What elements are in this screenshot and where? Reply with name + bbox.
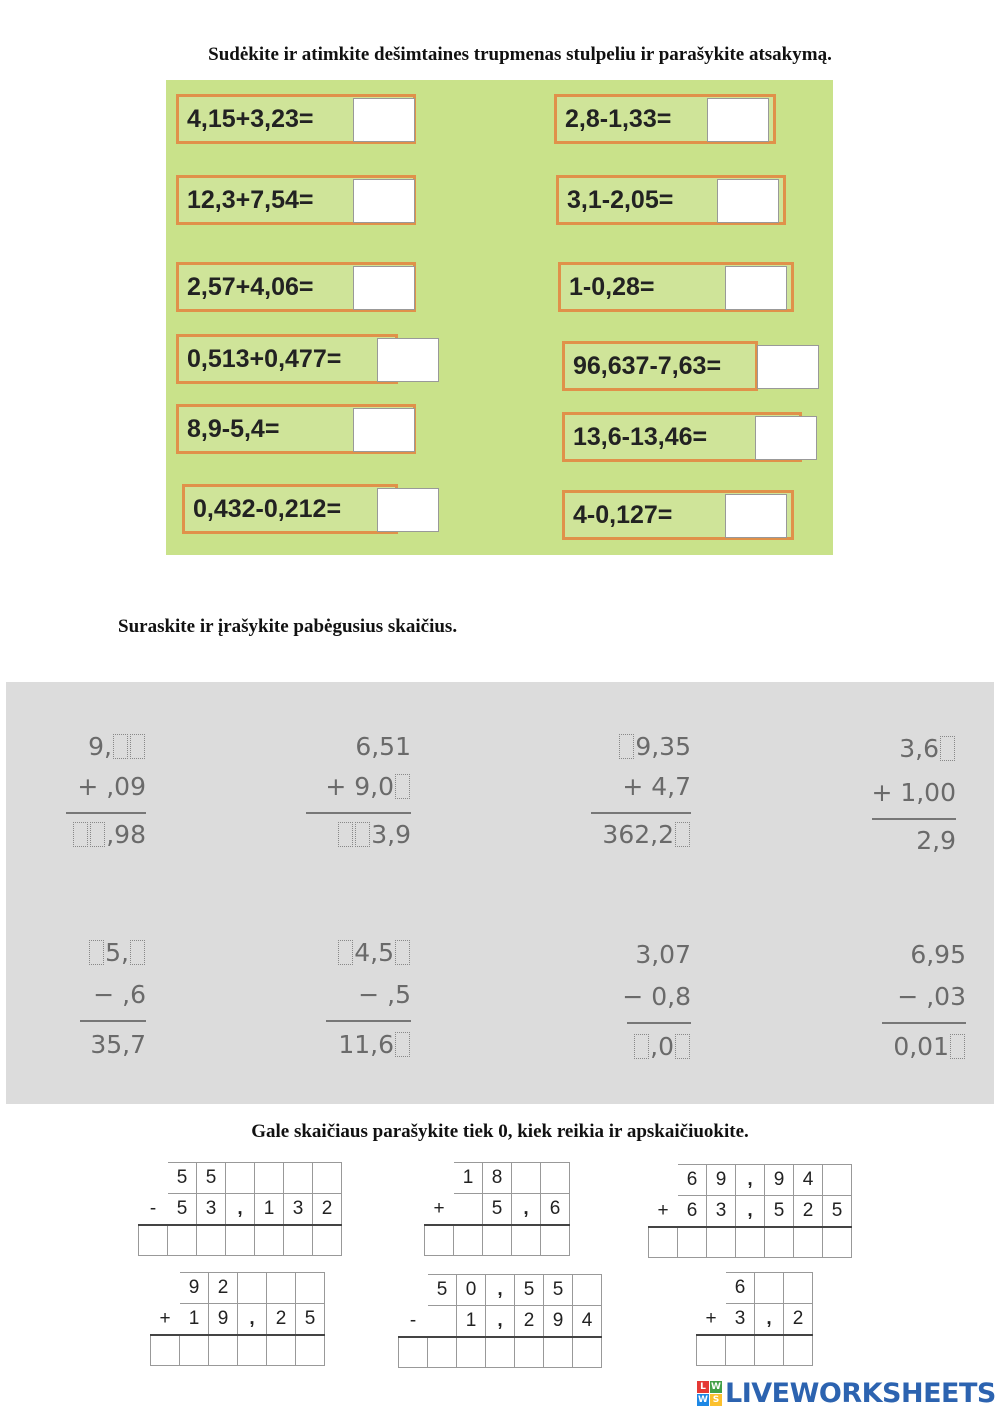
logo-icon: L W W S [698,1381,721,1405]
equation-text: 0,432-0,212= [193,494,342,523]
missing-digits-panel [6,682,994,1104]
column-addition-grid: 9 2 + 1 9 , 2 5 [150,1272,325,1366]
missing-digit-problem [46,938,146,1068]
sum-rule [66,812,146,814]
equation-card [562,341,758,391]
equation-text: 1-0,28= [569,272,655,301]
second-number: + ,09 [77,772,146,801]
result-number: 11,6 [338,1030,411,1059]
sum-rule [627,1022,691,1024]
equation-text: 2,57+4,06= [187,272,314,301]
sum-rule [591,812,691,814]
top-number: 9,35 [618,732,691,761]
equation-card [176,404,416,454]
answer-box[interactable] [717,179,779,223]
equation-card [176,334,398,384]
answer-box[interactable] [377,488,439,532]
brand-name: LIVEWORKSHEETS [725,1377,996,1409]
answer-box[interactable] [725,266,787,310]
equation-card [562,412,802,462]
missing-digit-problem [576,732,691,862]
result-number: ,98 [72,820,146,849]
result-number: 35,7 [90,1030,146,1059]
second-number: + 4,7 [622,772,691,801]
second-number: + 1,00 [871,778,956,807]
equation-card [176,175,416,225]
sum-rule [326,1020,411,1022]
equation-card [556,175,786,225]
liveworksheets-logo [697,1378,996,1408]
answer-box[interactable] [707,98,769,142]
equation-card [176,94,416,144]
section1-heading: Sudėkite ir atimkite dešimtaines trupmenas stulpeliu ir parašykite atsakymą. [208,44,832,65]
column-addition-grid: 5 0 , 5 5 - 1 , 2 9 4 [398,1274,602,1368]
answer-box[interactable] [353,98,415,142]
top-number: 6,95 [910,940,966,969]
sum-rule [306,812,411,814]
equations-panel [166,80,833,555]
sum-rule [80,1020,146,1022]
equation-card [182,484,398,534]
equation-card [562,490,794,540]
result-number: 0,01 [893,1032,966,1061]
section3-heading: Gale skaičiaus parašykite tiek 0, kiek reikia ir apskaičiuokite. [251,1121,749,1142]
second-number: + 9,0 [325,772,411,801]
missing-digit-problem [36,732,146,862]
equation-text: 3,1-2,05= [567,185,674,214]
top-number: 4,5 [337,938,411,967]
top-number: 6,51 [355,732,411,761]
top-number: 5, [88,938,146,967]
equation-text: 96,637-7,63= [573,351,722,380]
result-number: ,0 [633,1032,691,1061]
answer-box[interactable] [353,179,415,223]
second-number: − ,03 [897,982,966,1011]
answer-box[interactable] [353,266,415,310]
section2-heading: Suraskite ir įrašykite pabėgusius skaičius. [118,616,458,637]
answer-box[interactable] [755,416,817,460]
equation-text: 2,8-1,33= [565,104,672,133]
missing-digit-problem [586,940,691,1070]
result-number: 3,9 [337,820,411,849]
answer-box[interactable] [377,338,439,382]
answer-box[interactable] [353,408,415,452]
second-number: − ,6 [93,980,146,1009]
answer-box[interactable] [725,494,787,538]
equation-text: 4,15+3,23= [187,104,314,133]
result-number: 2,9 [916,826,956,855]
equation-card [558,262,794,312]
equation-text: 8,9-5,4= [187,414,280,443]
equation-text: 4-0,127= [573,500,673,529]
equation-card [176,262,416,312]
missing-digit-problem [296,732,411,862]
missing-digit-problem [306,938,411,1068]
second-number: − 0,8 [622,982,691,1011]
sum-rule [882,1022,966,1024]
missing-digit-problem [846,940,966,1070]
column-addition-grid: 1 8 + 5 , 6 [424,1162,570,1256]
missing-digit-problem [836,734,956,864]
top-number: 9, [88,732,146,761]
equation-card [554,94,776,144]
result-number: 362,2 [602,820,691,849]
sum-rule [872,818,956,820]
top-number: 3,07 [635,940,691,969]
answer-box[interactable] [757,345,819,389]
equation-text: 13,6-13,46= [573,422,708,451]
column-addition-grid: 5 5 - 5 3 , 1 3 2 [138,1162,342,1256]
top-number: 3,6 [899,734,956,763]
column-addition-grid: 6 + 3 , 2 [696,1272,813,1366]
column-addition-grid: 6 9 , 9 4 + 6 3 , 5 2 5 [648,1164,852,1258]
equation-text: 12,3+7,54= [187,185,314,214]
second-number: − ,5 [358,980,411,1009]
equation-text: 0,513+0,477= [187,344,342,373]
